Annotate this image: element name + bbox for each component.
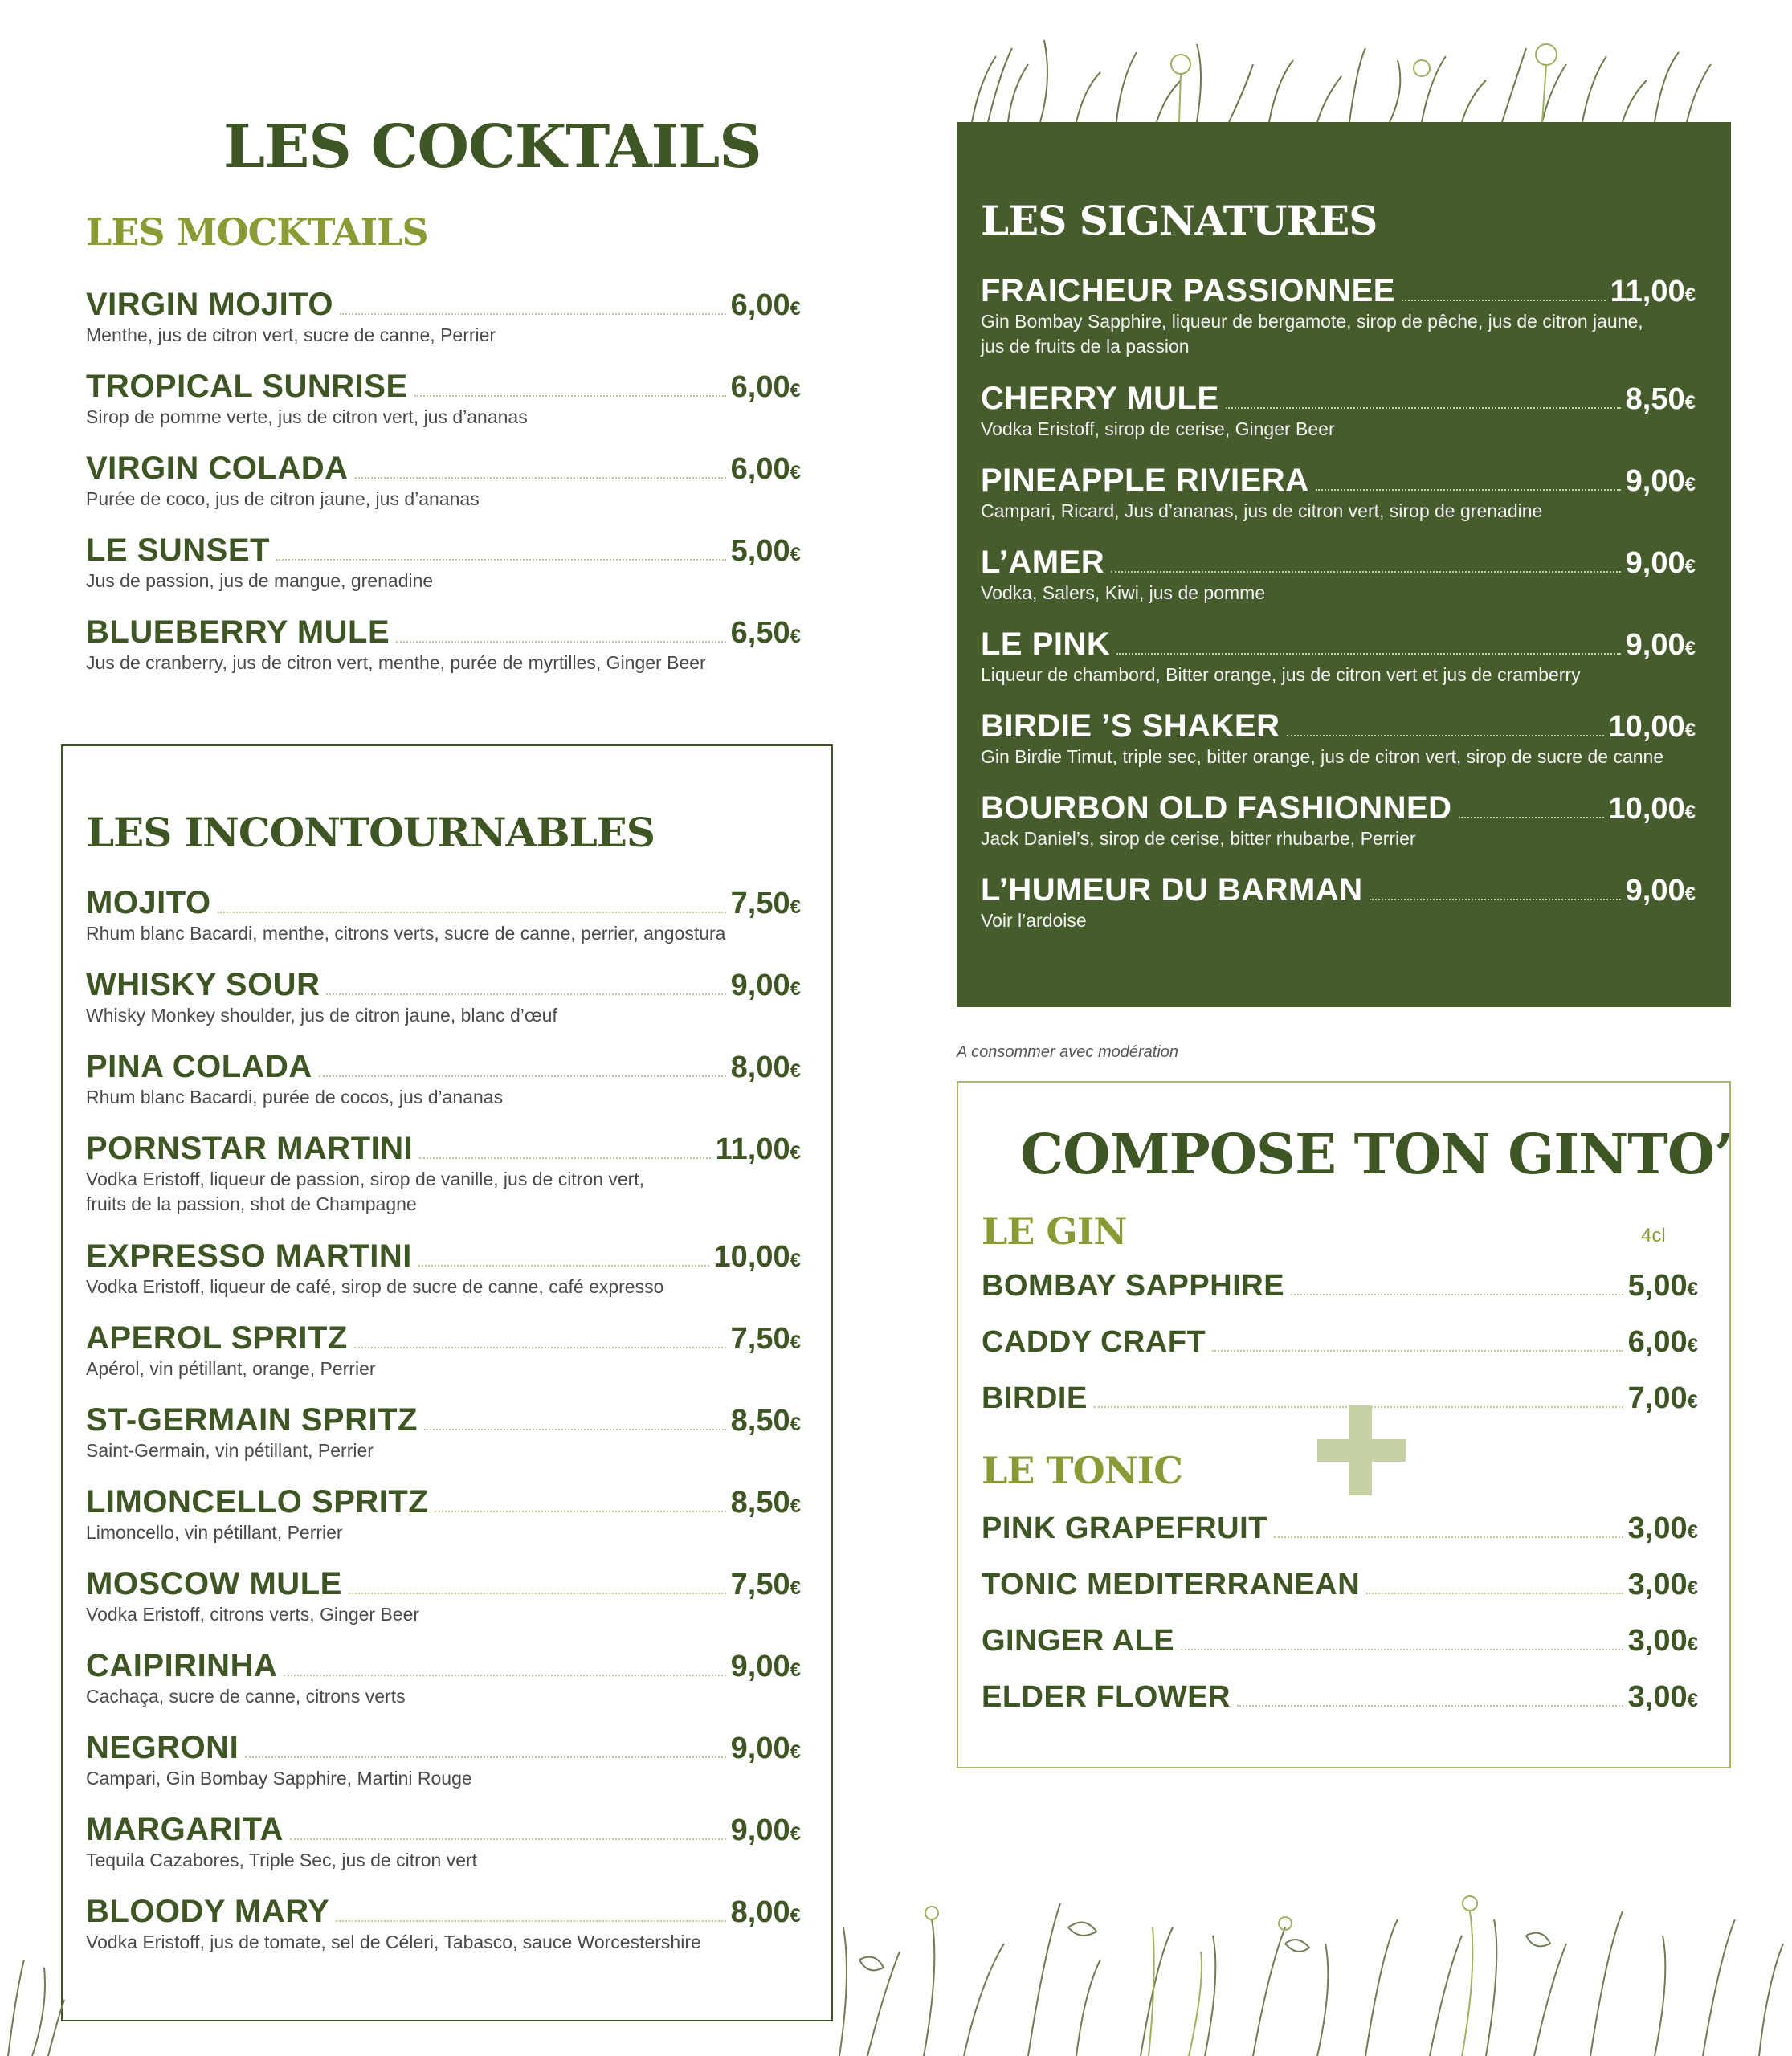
item-name: L’AMER — [981, 545, 1105, 580]
menu-item — [981, 872, 1696, 932]
item-price — [1626, 464, 1696, 499]
currency-symbol: € — [1684, 802, 1696, 823]
dotted-leader — [1291, 1294, 1623, 1295]
currency-symbol: € — [1684, 284, 1696, 306]
item-description: Whisky Monkey shoulder, jus de citron jaune, blanc d’œuf — [86, 1005, 557, 1026]
item-price — [1609, 710, 1696, 744]
price-value: 6,00 — [1627, 1325, 1688, 1359]
item-description: Jus de cranberry, jus de citron vert, menthe, purée de myrtilles, Ginger Beer — [86, 652, 706, 673]
price-value: 9,00 — [1625, 464, 1685, 498]
item-price — [1628, 1511, 1698, 1546]
item-price — [1626, 874, 1696, 908]
item-description: Voir l’ardoise — [981, 910, 1087, 931]
item-name: MOSCOW MULE — [86, 1566, 342, 1601]
dotted-leader — [340, 313, 726, 315]
item-name: BLUEBERRY MULE — [86, 614, 390, 650]
menu-item-row — [981, 273, 1696, 309]
item-name: PINK GRAPEFRUIT — [982, 1511, 1267, 1545]
currency-symbol: € — [790, 1659, 801, 1681]
item-name: VIRGIN COLADA — [86, 451, 349, 486]
price-value: 7,50 — [730, 887, 790, 920]
menu-item-row — [982, 1624, 1698, 1658]
item-price — [731, 1486, 801, 1520]
dotted-leader — [1116, 653, 1620, 655]
item-description: Campari, Ricard, Jus d’ananas, jus de citron vert, sirop de grenadine — [981, 500, 1543, 521]
item-description: Jus de passion, jus de mangue, grenadine — [86, 570, 434, 591]
currency-symbol: € — [1687, 1690, 1698, 1711]
item-name: LE SUNSET — [86, 532, 270, 568]
signatures-heading: LES SIGNATURES — [981, 197, 1378, 244]
incontournables-heading: LES INCONTOURNABLES — [86, 809, 655, 856]
item-price — [731, 969, 801, 1003]
menu-item-row — [981, 790, 1696, 826]
price-value: 11,00 — [715, 1132, 790, 1166]
price-value: 8,00 — [730, 1895, 790, 1929]
menu-item-row — [86, 451, 801, 487]
item-description: Limoncello, vin pétillant, Perrier — [86, 1522, 343, 1543]
wildflower-illustration-top — [964, 32, 1719, 124]
menu-item-row — [982, 1325, 1698, 1360]
dotted-leader — [418, 1265, 709, 1267]
menu-item — [86, 967, 801, 1026]
currency-symbol: € — [1687, 1391, 1698, 1413]
menu-item-row — [981, 626, 1696, 663]
menu-item-row — [86, 1238, 801, 1275]
item-name: TROPICAL SUNRISE — [86, 369, 408, 404]
price-value: 5,00 — [730, 534, 790, 568]
item-name: PINA COLADA — [86, 1049, 312, 1084]
menu-item — [982, 1680, 1698, 1715]
item-name: LE PINK — [981, 626, 1111, 662]
currency-symbol: € — [1684, 474, 1696, 496]
item-price — [716, 1132, 801, 1167]
currency-symbol: € — [1684, 638, 1696, 659]
price-value: 9,00 — [730, 1732, 790, 1765]
item-price — [731, 1650, 801, 1684]
menu-item-row — [982, 1680, 1698, 1715]
price-value: 7,00 — [1627, 1381, 1688, 1415]
menu-item — [86, 1484, 801, 1544]
menu-item-row — [982, 1568, 1698, 1602]
item-price — [1628, 1325, 1698, 1360]
dotted-leader — [1370, 899, 1621, 900]
menu-item — [981, 790, 1696, 850]
price-value: 6,00 — [730, 288, 790, 322]
dotted-leader — [1287, 735, 1604, 736]
menu-item — [86, 614, 801, 674]
currency-symbol: € — [790, 1741, 801, 1763]
item-name: BOURBON OLD FASHIONNED — [981, 790, 1452, 826]
dotted-leader — [414, 395, 726, 397]
dotted-leader — [245, 1756, 725, 1758]
menu-item-row — [86, 287, 801, 323]
price-value: 10,00 — [1608, 710, 1685, 744]
currency-symbol: € — [790, 1250, 801, 1271]
dotted-leader — [1316, 489, 1621, 491]
item-name: MARGARITA — [86, 1812, 284, 1847]
menu-item-row — [86, 1484, 801, 1520]
item-name: GINGER ALE — [982, 1624, 1175, 1658]
item-name: BOMBAY SAPPHIRE — [982, 1269, 1285, 1303]
currency-symbol: € — [790, 1577, 801, 1599]
menu-item — [86, 1320, 801, 1380]
currency-symbol: € — [790, 1823, 801, 1845]
item-description: Jack Daniel’s, sirop de cerise, bitter rhubarbe, Perrier — [981, 828, 1416, 849]
price-value: 5,00 — [1627, 1269, 1688, 1303]
dotted-leader — [396, 641, 726, 642]
currency-symbol: € — [790, 1905, 801, 1927]
currency-symbol: € — [790, 1142, 801, 1164]
item-description: Cachaça, sucre de canne, citrons verts — [86, 1686, 406, 1707]
item-name: BIRDIE — [982, 1381, 1088, 1415]
menu-item-row — [981, 381, 1696, 417]
price-value: 9,00 — [1625, 628, 1685, 662]
item-description-line2: fruits de la passion, shot de Champagne — [86, 1193, 417, 1214]
item-name: TONIC MEDITERRANEAN — [982, 1568, 1361, 1601]
item-price — [731, 534, 801, 569]
menu-item-row — [86, 1131, 801, 1167]
item-name: VIRGIN MOJITO — [86, 287, 334, 322]
item-description: Vodka, Salers, Kiwi, jus de pomme — [981, 582, 1266, 603]
price-value: 8,50 — [730, 1404, 790, 1438]
currency-symbol: € — [1684, 556, 1696, 577]
item-description-line2: jus de fruits de la passion — [981, 336, 1190, 357]
dotted-leader — [1237, 1705, 1623, 1707]
price-value: 3,00 — [1627, 1511, 1688, 1545]
item-name: BIRDIE ’S SHAKER — [981, 708, 1280, 744]
currency-symbol: € — [790, 1495, 801, 1517]
item-price — [1628, 1269, 1698, 1303]
item-name: BLOODY MARY — [86, 1894, 330, 1929]
dotted-leader — [435, 1511, 725, 1512]
menu-item — [86, 1402, 801, 1462]
currency-symbol: € — [790, 380, 801, 402]
currency-symbol: € — [790, 896, 801, 918]
menu-item — [981, 545, 1696, 604]
price-value: 6,00 — [730, 370, 790, 404]
item-price — [731, 370, 801, 405]
price-value: 11,00 — [1610, 275, 1685, 308]
menu-item-row — [981, 463, 1696, 499]
price-value: 8,50 — [1625, 382, 1685, 416]
item-price — [731, 452, 801, 487]
currency-symbol: € — [790, 298, 801, 320]
price-value: 9,00 — [1625, 874, 1685, 908]
price-value: 9,00 — [730, 969, 790, 1002]
menu-item — [86, 532, 801, 592]
dotted-leader — [1274, 1536, 1623, 1538]
item-description: Rhum blanc Bacardi, purée de cocos, jus d’ananas — [86, 1087, 504, 1108]
item-name: L’HUMEUR DU BARMAN — [981, 872, 1363, 908]
moderation-note: A consommer avec modération — [957, 1043, 1179, 1061]
item-price — [1626, 546, 1696, 581]
price-value: 8,00 — [730, 1050, 790, 1084]
dotted-leader — [1459, 817, 1604, 818]
menu-item — [86, 451, 801, 510]
menu-item-row — [86, 967, 801, 1003]
menu-item — [86, 1566, 801, 1626]
dotted-leader — [419, 1157, 710, 1159]
menu-item — [86, 1049, 801, 1108]
item-description: Vodka Eristoff, jus de tomate, sel de Céleri, Tabasco, sauce Worcestershire — [86, 1932, 701, 1952]
item-description: Vodka Eristoff, liqueur de café, sirop de sucre de canne, café expresso — [86, 1276, 664, 1297]
currency-symbol: € — [790, 544, 801, 565]
item-name: APEROL SPRITZ — [86, 1320, 348, 1356]
item-name: EXPRESSO MARTINI — [86, 1238, 412, 1274]
price-value: 3,00 — [1627, 1568, 1688, 1601]
price-value: 9,00 — [1625, 546, 1685, 580]
menu-item — [981, 626, 1696, 686]
currency-symbol: € — [1684, 720, 1696, 741]
price-value: 6,00 — [730, 452, 790, 486]
menu-item-row — [981, 708, 1696, 744]
item-description: Vodka Eristoff, citrons verts, Ginger Beer — [86, 1604, 420, 1625]
menu-item — [86, 1131, 801, 1215]
gin-unit: 4cl — [1641, 1225, 1666, 1246]
price-value: 7,50 — [730, 1568, 790, 1601]
gin-box-heading: COMPOSE TON GINTO’ — [1020, 1123, 1733, 1187]
item-description: Rhum blanc Bacardi, menthe, citrons verts, sucre de canne, perrier, angostura — [86, 923, 726, 944]
price-value: 3,00 — [1627, 1624, 1688, 1658]
menu-item — [982, 1511, 1698, 1546]
gin-heading: LE GIN — [982, 1210, 1127, 1253]
currency-symbol: € — [790, 1414, 801, 1435]
menu-item — [981, 463, 1696, 522]
price-value: 7,50 — [730, 1322, 790, 1356]
item-price — [731, 1568, 801, 1602]
menu-item — [86, 1648, 801, 1707]
dotted-leader — [326, 993, 725, 995]
menu-item-row — [86, 369, 801, 405]
page-title: LES COCKTAILS — [223, 112, 761, 182]
mocktails-heading: LES MOCKTAILS — [86, 210, 428, 254]
item-price — [1609, 792, 1696, 826]
item-name: ST-GERMAIN SPRITZ — [86, 1402, 418, 1438]
menu-item — [981, 381, 1696, 440]
dotted-leader — [284, 1675, 725, 1676]
menu-item-row — [86, 532, 801, 569]
currency-symbol: € — [1687, 1279, 1698, 1300]
dotted-leader — [218, 912, 726, 913]
item-description: Sirop de pomme verte, jus de citron vert, jus d’ananas — [86, 406, 528, 427]
item-name: LIMONCELLO SPRITZ — [86, 1484, 429, 1520]
item-description: Menthe, jus de citron vert, sucre de canne, Perrier — [86, 324, 496, 345]
item-price — [1628, 1381, 1698, 1416]
currency-symbol: € — [1684, 883, 1696, 905]
item-description: Gin Bombay Sapphire, liqueur de bergamote, sirop de pêche, jus de citron jaune, — [981, 311, 1643, 332]
plus-icon — [1317, 1405, 1406, 1495]
item-price — [731, 887, 801, 921]
menu-item-row — [981, 545, 1696, 581]
item-price — [714, 1240, 801, 1275]
currency-symbol: € — [1687, 1521, 1698, 1543]
item-description: Campari, Gin Bombay Sapphire, Martini Rouge — [86, 1768, 472, 1789]
menu-item — [981, 273, 1696, 357]
menu-item — [86, 287, 801, 346]
dotted-leader — [1212, 1350, 1623, 1352]
item-name: FRAICHEUR PASSIONNEE — [981, 273, 1395, 308]
item-price — [1628, 1568, 1698, 1602]
price-value: 3,00 — [1627, 1680, 1688, 1714]
menu-item — [981, 708, 1696, 768]
item-name: PINEAPPLE RIVIERA — [981, 463, 1309, 498]
dotted-leader — [424, 1429, 726, 1430]
currency-symbol: € — [1687, 1577, 1698, 1599]
menu-item-row — [86, 1049, 801, 1085]
menu-item — [86, 369, 801, 428]
tonic-heading: LE TONIC — [982, 1449, 1182, 1492]
item-price — [731, 288, 801, 323]
menu-item — [982, 1568, 1698, 1602]
currency-symbol: € — [1687, 1634, 1698, 1655]
price-value: 9,00 — [730, 1813, 790, 1847]
menu-item-row — [86, 614, 801, 651]
price-value: 10,00 — [1608, 792, 1685, 826]
menu-item — [982, 1325, 1698, 1360]
dotted-leader — [1181, 1649, 1623, 1650]
dotted-leader — [1366, 1593, 1623, 1594]
currency-symbol: € — [790, 462, 801, 483]
item-name: CADDY CRAFT — [982, 1325, 1206, 1359]
item-description: Liqueur de chambord, Bitter orange, jus de citron vert et jus de cramberry — [981, 664, 1581, 685]
item-name: MOJITO — [86, 885, 211, 920]
wildflower-illustration-bottom — [0, 1767, 1792, 2056]
price-value: 10,00 — [713, 1240, 790, 1274]
item-description: Vodka Eristoff, sirop de cerise, Ginger Beer — [981, 418, 1335, 439]
item-price — [731, 1732, 801, 1766]
dotted-leader — [355, 477, 726, 479]
dotted-leader — [1402, 300, 1606, 301]
item-price — [1628, 1680, 1698, 1715]
item-description: Vodka Eristoff, liqueur de passion, sirop de vanille, jus de citron vert, — [86, 1169, 645, 1189]
menu-item-row — [86, 1402, 801, 1438]
item-name: WHISKY SOUR — [86, 967, 320, 1002]
item-description: Gin Birdie Timut, triple sec, bitter orange, jus de citron vert, sirop de sucre de canne — [981, 746, 1664, 767]
currency-symbol: € — [1687, 1335, 1698, 1356]
menu-item-row — [982, 1269, 1698, 1303]
menu-item — [86, 1238, 801, 1298]
dotted-leader — [349, 1593, 726, 1594]
item-description: Purée de coco, jus de citron jaune, jus d’ananas — [86, 488, 480, 509]
menu-item-row — [981, 872, 1696, 908]
item-description: Apérol, vin pétillant, orange, Perrier — [86, 1358, 376, 1379]
menu-item-row — [86, 885, 801, 921]
item-name: ELDER FLOWER — [982, 1680, 1231, 1714]
item-name: NEGRONI — [86, 1730, 239, 1765]
currency-symbol: € — [790, 626, 801, 647]
item-price — [731, 616, 801, 651]
price-value: 9,00 — [730, 1650, 790, 1683]
dotted-leader — [319, 1075, 726, 1077]
menu-item-row — [86, 1648, 801, 1684]
item-price — [1628, 1624, 1698, 1658]
item-price — [1626, 382, 1696, 417]
menu-item-row — [86, 1566, 801, 1602]
currency-symbol: € — [1684, 392, 1696, 414]
menu-item-row — [86, 1320, 801, 1356]
menu-item — [982, 1269, 1698, 1303]
dotted-leader — [354, 1347, 726, 1348]
item-name: CHERRY MULE — [981, 381, 1219, 416]
item-price — [1626, 628, 1696, 663]
currency-symbol: € — [790, 1060, 801, 1082]
dotted-leader — [1111, 571, 1621, 573]
item-price — [1610, 275, 1696, 309]
menu-item-row — [982, 1511, 1698, 1546]
price-value: 6,50 — [730, 616, 790, 650]
item-price — [731, 1404, 801, 1438]
item-name: PORNSTAR MARTINI — [86, 1131, 414, 1166]
currency-symbol: € — [790, 1332, 801, 1353]
dotted-leader — [276, 559, 726, 561]
item-price — [731, 1050, 801, 1085]
item-price — [731, 1322, 801, 1356]
menu-item-row — [86, 1730, 801, 1766]
menu-item — [982, 1624, 1698, 1658]
menu-item — [86, 885, 801, 944]
dotted-leader — [1226, 407, 1621, 409]
currency-symbol: € — [790, 978, 801, 1000]
item-description: Tequila Cazabores, Triple Sec, jus de citron vert — [86, 1850, 478, 1870]
item-description: Saint-Germain, vin pétillant, Perrier — [86, 1440, 374, 1461]
item-name: CAIPIRINHA — [86, 1648, 278, 1683]
price-value: 8,50 — [730, 1486, 790, 1520]
